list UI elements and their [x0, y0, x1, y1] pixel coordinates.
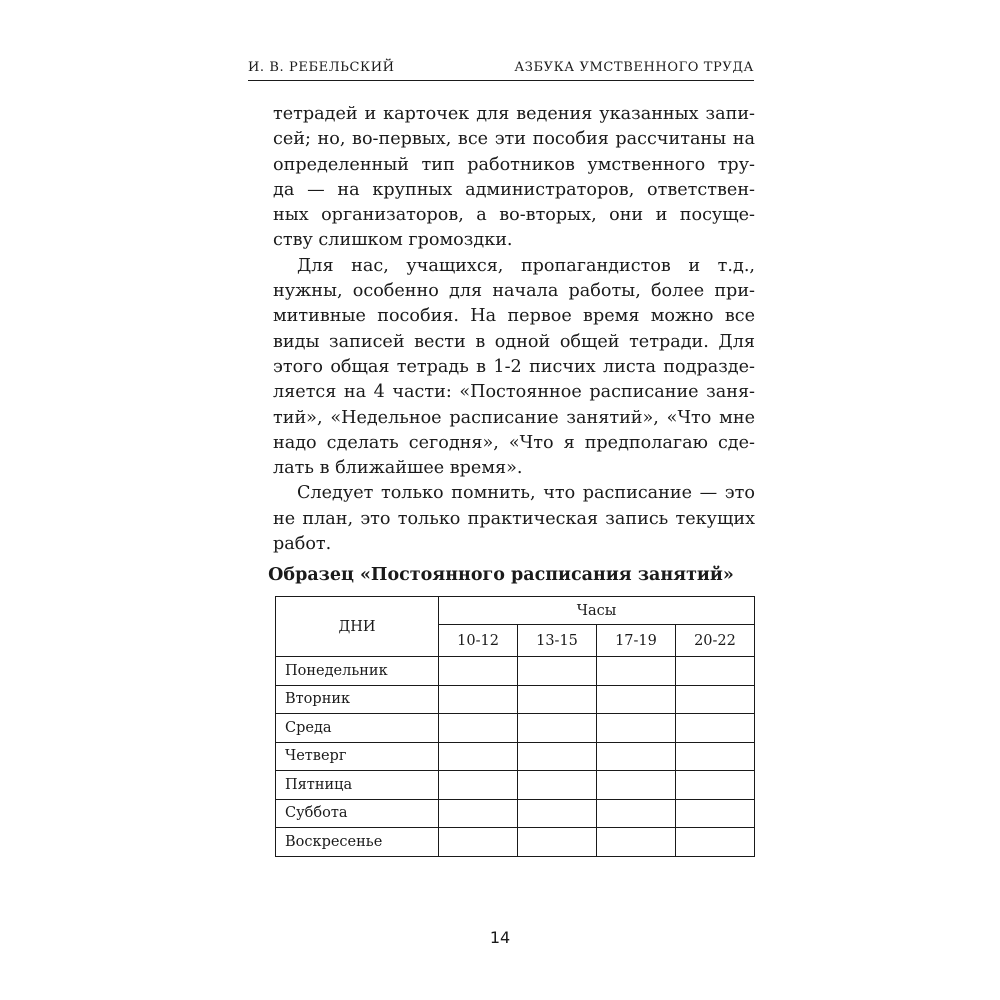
- schedule-cell: [518, 799, 597, 828]
- schedule-cell: [439, 657, 518, 686]
- schedule-cell: [439, 799, 518, 828]
- header-book-title: АЗБУКА УМСТВЕННОГО ТРУДА: [514, 60, 754, 75]
- text-line: ству слишком громоздки.: [273, 230, 513, 251]
- schedule-cell: [518, 685, 597, 714]
- text-line: Для нас, учащихся, пропагандистов и т.д.,: [297, 255, 755, 276]
- header-author: И. В. РЕБЕЛЬСКИЙ: [248, 60, 395, 75]
- text-line: работ.: [273, 534, 332, 555]
- time-slot-header: 20-22: [675, 625, 754, 657]
- table-row: [276, 742, 755, 771]
- text-line: сей; но, во-первых, все эти пособия рассчитаны на: [273, 129, 755, 150]
- schedule-cell: [439, 714, 518, 743]
- schedule-cell: [675, 771, 754, 800]
- text-line: не план, это только практическая запись текущих: [273, 508, 755, 529]
- text-line: этого общая тетрадь в 1-2 писчих листа подразде-: [273, 356, 755, 377]
- table-row: [276, 657, 755, 686]
- schedule-cell: [597, 657, 676, 686]
- schedule-cell: [518, 657, 597, 686]
- table-title: Образец «Постоянного расписания занятий»: [268, 565, 734, 585]
- text-line: митивные пособия. На первое время можно все: [273, 306, 755, 327]
- text-line: да — на крупных администраторов, ответствен-: [273, 179, 755, 200]
- table-row: [276, 771, 755, 800]
- table-row: [276, 799, 755, 828]
- day-label: Вторник: [276, 685, 439, 714]
- page-number: 14: [489, 928, 511, 947]
- schedule-cell: [675, 657, 754, 686]
- schedule-cell: [439, 771, 518, 800]
- text-line: ных организаторов, а во-вторых, они и посуще-: [273, 205, 755, 226]
- time-slot-header: 17-19: [597, 625, 676, 657]
- days-column-header: ДНИ: [276, 597, 439, 657]
- day-label: Воскресенье: [276, 828, 439, 857]
- schedule-cell: [597, 828, 676, 857]
- text-line: виды записей вести в одной общей тетради. Для: [273, 331, 755, 352]
- schedule-table: [275, 596, 755, 857]
- schedule-cell: [675, 714, 754, 743]
- day-label: Суббота: [276, 799, 439, 828]
- time-slot-header: 10-12: [439, 625, 518, 657]
- day-label: Среда: [276, 714, 439, 743]
- text-line: тий», «Недельное расписание занятий», «Что мне: [273, 407, 755, 428]
- day-label: Понедельник: [276, 657, 439, 686]
- schedule-cell: [439, 685, 518, 714]
- schedule-cell: [518, 714, 597, 743]
- running-head: [248, 60, 754, 75]
- schedule-cell: [439, 828, 518, 857]
- header-rule: [248, 80, 754, 81]
- day-label: Пятница: [276, 771, 439, 800]
- schedule-cell: [597, 771, 676, 800]
- body-text: [273, 102, 755, 557]
- table-row: [276, 714, 755, 743]
- schedule-cell: [597, 685, 676, 714]
- text-line: надо сделать сегодня», «Что я предполагаю сде-: [273, 432, 755, 453]
- schedule-cell: [597, 799, 676, 828]
- schedule-cell: [675, 685, 754, 714]
- table-header-row: [276, 597, 755, 625]
- text-line: лать в ближайшее время».: [273, 458, 523, 479]
- day-label: Четверг: [276, 742, 439, 771]
- time-slot-header: 13-15: [518, 625, 597, 657]
- hours-column-header: Часы: [439, 597, 755, 625]
- schedule-cell: [597, 714, 676, 743]
- schedule-cell: [439, 742, 518, 771]
- text-line: ляется на 4 части: «Постоянное расписание заня-: [273, 382, 755, 403]
- schedule-cell: [518, 828, 597, 857]
- table-row: [276, 828, 755, 857]
- schedule-cell: [597, 742, 676, 771]
- schedule-cell: [518, 771, 597, 800]
- text-line: Следует только помнить, что расписание — это: [297, 483, 755, 504]
- text-line: нужны, особенно для начала работы, более при-: [273, 281, 755, 302]
- text-line: тетрадей и карточек для ведения указанных запи-: [273, 104, 755, 124]
- schedule-cell: [675, 742, 754, 771]
- table-row: [276, 685, 755, 714]
- schedule-cell: [675, 828, 754, 857]
- text-line: определенный тип работников умственного тру-: [273, 154, 755, 175]
- schedule-cell: [518, 742, 597, 771]
- schedule-cell: [675, 799, 754, 828]
